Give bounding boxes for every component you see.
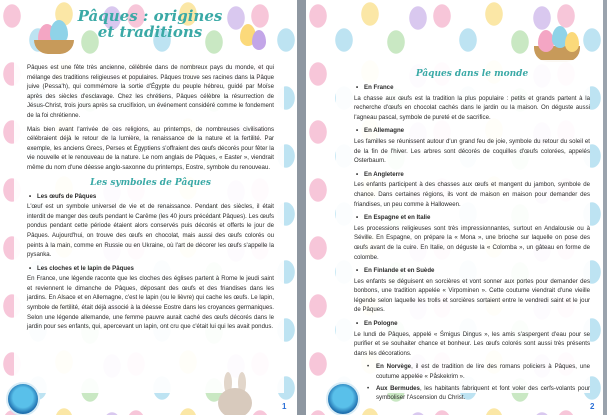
page-number: 2 — [590, 402, 595, 411]
eggs-paragraph: L'œuf est un symbole universel de vie et de renaissance. Pendant des siècles, il était interdit de manger des œufs pendant le Carême (les 40 jours précédant Pâques). Les œufs pondus pendant cette période étaient alors conservés puis décorés et offerts le jour de Pâques. Aujourd'hui, on trouve des œufs en chocolat, mais aussi des œufs colorés ou peints à la main, comme en Russie ou en Ukraine, où l'art de décorer les œufs s'appelle la pysanka. — [27, 203, 274, 259]
country-finland-sweden: • En Finlande et en Suède — [354, 266, 590, 276]
page-title: Pâques dans le monde — [415, 69, 529, 79]
left-text — [27, 63, 274, 336]
intro-paragraph-1: Pâques est une fête très ancienne, célébrée dans de nombreux pays du monde, et qui mélange des traditions religieuses et populaires. Pâques trouve ses racines dans la Pâque juive (Pessa'h), qui commémore la sortie d'Égypte du peuple hébreu, guidé par Moïse après des siècles d'esclavage. Chez les chrétiens, Pâques célèbre la résurrection de Jésus-Christ, trois jours après sa crucifixion, un événement considéré comme le fondement de la foi chrétienne. — [27, 64, 274, 119]
country-germany-text: Les familles se réunissent autour d'un grand feu de joie, symbole du retour du soleil et de la fin de l'hiver. Les arbres sont décorés de coquilles d'œufs colorées, appelés Osterbaum. — [354, 137, 590, 165]
basket-icon — [34, 40, 74, 54]
section-title: Les symboles de Pâques — [90, 177, 211, 188]
list-item-text: , les habitants fabriquent et font voler des cerfs-volants pour symboliser l'Ascension du Christ. — [376, 384, 590, 402]
page-divider — [297, 0, 306, 415]
right-text — [354, 68, 590, 405]
country-spain-italy: • En Espagne et en Italie — [354, 213, 590, 223]
list-item-text: , il est de tradition de lire des romans policiers à Pâques, une coutume appelée « Påskekrim ». — [376, 363, 590, 381]
country-england: • En Angleterre — [354, 170, 590, 180]
rabbit-icon — [212, 372, 260, 415]
list-item-bold: Aux Bermudes — [376, 384, 420, 392]
right-page — [306, 0, 603, 415]
country-germany: • En Allemagne — [354, 126, 590, 136]
left-page — [0, 0, 297, 415]
country-poland-text: Le lundi de Pâques, appelé « Śmigus Dingus », les amis s'aspergent d'eau pour se purifier et se souhaiter chance et bonheur. Les œufs colorés sont aussi très présents dans les décorations. — [354, 330, 590, 357]
country-france: • En France — [354, 83, 590, 93]
list-item-bermuda — [366, 384, 590, 403]
bells-rabbit-paragraph: En France, une légende raconte que les cloches des églises partent à Rome le jeudi saint et reviennent le dimanche de Pâques, déposant des œufs et des friandises dans les jardins. En Alsace et en Allemagne, c'est le lapin (ou le lièvre) qui cache les œufs. Le lapin, symbole de fertilité, était déjà associé à la déesse Eostre dans les croyances germaniques. Selon une légende allemande, une femme pauvre aurait caché des œufs décorés dans le jardin pour ses enfants, qui, apercevant un lapin, ont cru que c'était lui qui les avait pondus. — [27, 275, 274, 331]
country-poland: • En Pologne — [354, 319, 590, 329]
country-finland-sweden-text: Les enfants se déguisent en sorcières et vont sonner aux portes pour demander des bonbons, une tradition appelée « Virpominen ». Cette coutume viendrait d'une vieille légende selon laquelle les trolls et sorcières sortaient entre le vendredi saint et le jour de Pâques. — [354, 277, 590, 314]
page-title: Pâques : origines et traditions — [77, 7, 223, 41]
country-spain-italy-text: Les processions religieuses sont très impressionnantes, surtout en Andalousie ou à Séville. En Espagne, on prépare la « Mona », une brioche sur laquelle on pose des œufs avant de la cuire. En Italie, on déguste la « Colomba », un gâteau en forme de colombe. — [354, 224, 590, 261]
logo-badge — [6, 382, 40, 415]
egg-decoration-4 — [252, 30, 266, 50]
bullet-eggs: • Les œufs de Pâques — [27, 192, 274, 202]
intro-paragraph-2: Mais bien avant l'arrivée de ces religions, au printemps, de nombreuses civilisations célébraient déjà le retour de la lumière, la renaissance de la nature et la fertilité. Par exemple, les anciens Grecs, Perses et Égyptiens s'offraient des œufs décorés pour fêter la vie nouvelle et le renouveau de la nature. Le nom anglais de Pâques, « Easter », viendrait même du nom d'une déesse anglo-saxonne du printemps, Eostre, symbole du renouveau. — [27, 125, 274, 171]
country-france-text: La chasse aux œufs est la tradition la plus populaire : petits et grands partent à la recherche d'œufs en chocolat cachés dans le jardin ou la maison. On déguste aussi l'agneau pascal, symbole de pureté et de sacrifice. — [354, 94, 590, 121]
logo-badge — [326, 382, 360, 415]
list-item-norway — [366, 362, 590, 381]
list-item-bold: En Norvège — [376, 363, 412, 371]
country-england-text: Les enfants participent à des chasses aux œufs et mangent du jambon, symbole de chance. Dans certaines régions, ils vont de maison en maison pour demander des friandises, un peu comme à Halloween. — [354, 181, 590, 208]
bullet-bells-rabbit: • Les cloches et le lapin de Pâques — [27, 264, 274, 274]
page-number: 1 — [282, 402, 287, 411]
egg-decoration-7 — [565, 32, 579, 52]
